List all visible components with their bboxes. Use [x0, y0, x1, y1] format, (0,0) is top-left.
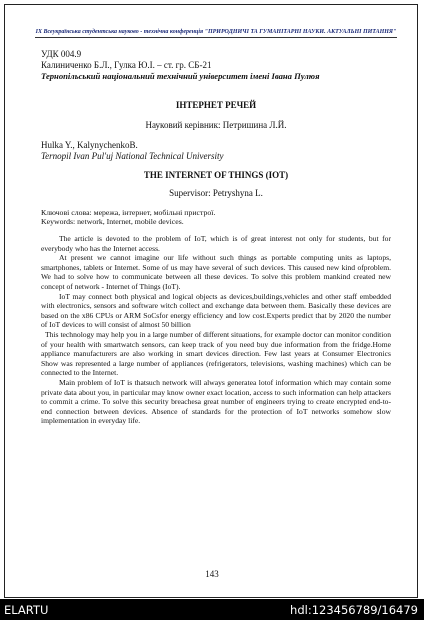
- handle-id: hdl:123456789/16479: [290, 603, 418, 617]
- paragraph: The article is devoted to the problem of IoT, which is of great interest not only for students, but for everybody who has the Internet access.: [41, 234, 391, 253]
- document-page: [4, 4, 418, 598]
- authors-ua: Калиниченко Б.Л., Гулка Ю.І. – ст. гр. СБ-21: [41, 60, 212, 70]
- conference-header: IX Всеукраїнська студентська науково - технічна конференція "ПРИРОДНИЧІ ТА ГУМАНІТАРНІ НАУКИ. АКТУАЛЬНІ ПИТАННЯ": [35, 29, 397, 38]
- page-number: 143: [205, 569, 219, 579]
- repository-footer: [0, 599, 424, 620]
- paragraph: At present we cannot imagine our life without such things as portable computing units as laptops, smartphones, tablets or Internet. Some of us may have several of such devices. This caused new kind ofproblem. We had to solve how to communicate between all these devices. To solve this problem mankind created new concept of network - Internet of Things (IoT).: [41, 253, 391, 291]
- paragraph: IoT may connect both physical and logical objects as devices,buildings,vehicles and other staff embedded with electronics, sensors and software witch collect and exchange data between them. Basically these devices are based on the x86 CPUs or ARM SoCsfor energy efficiency and low cost.Experts predict that by 2020 the number of IoT devices to will consist of almost 50 billion: [41, 291, 391, 330]
- udk-code: УДК 004.9: [41, 49, 82, 59]
- repository-name: ELARTU: [4, 603, 49, 617]
- paragraph: Main problem of IoT is thatsuch network will always generatea lotof information which may contain some private data about you, in particular may know owner exact location, access to such information can help attackers to commit a crime. To solve this security breachesa great number of engineers trying to create encrypted end-to-end connection between devices. Absence of standards for the protection of IoT networks somehow slow implementation in everyday life.: [41, 377, 391, 426]
- keywords-en: Keywords: network, Internet, mobile devices.: [41, 217, 184, 226]
- university-en: Ternopil Ivan Pul'uj National Technical University: [41, 151, 224, 161]
- title-ua: ІНТЕРНЕТ РЕЧЕЙ: [175, 100, 257, 110]
- university-ua: Тернопільський національний технічний університет імені Івана Пулюя: [41, 71, 320, 81]
- supervisor-ua: Науковий керівник: Петришина Л.Й.: [145, 120, 287, 130]
- keywords-ua: Ключові слова: мережа, інтернет, мобільні пристрої.: [41, 208, 216, 217]
- title-en: THE INTERNET OF THINGS (IOT): [143, 170, 289, 180]
- paragraph: This technology may help you in a large number of different situations, for example doctor can monitor condition of your health with smartwatch sensors, can keep track of you need buy due information from the fridge.Home appliance manufacturers are also working in smart devices direction. Few last years at Consumer Electronics Show was represented a large number of appliances (refrigerators, televisions, washing machines) which can be connected to the Internet.: [41, 329, 391, 378]
- supervisor-en: Supervisor: Petryshyna L.: [169, 188, 263, 198]
- article-body: [41, 234, 391, 426]
- authors-en: Hulka Y., KalynychenkoB.: [41, 140, 138, 150]
